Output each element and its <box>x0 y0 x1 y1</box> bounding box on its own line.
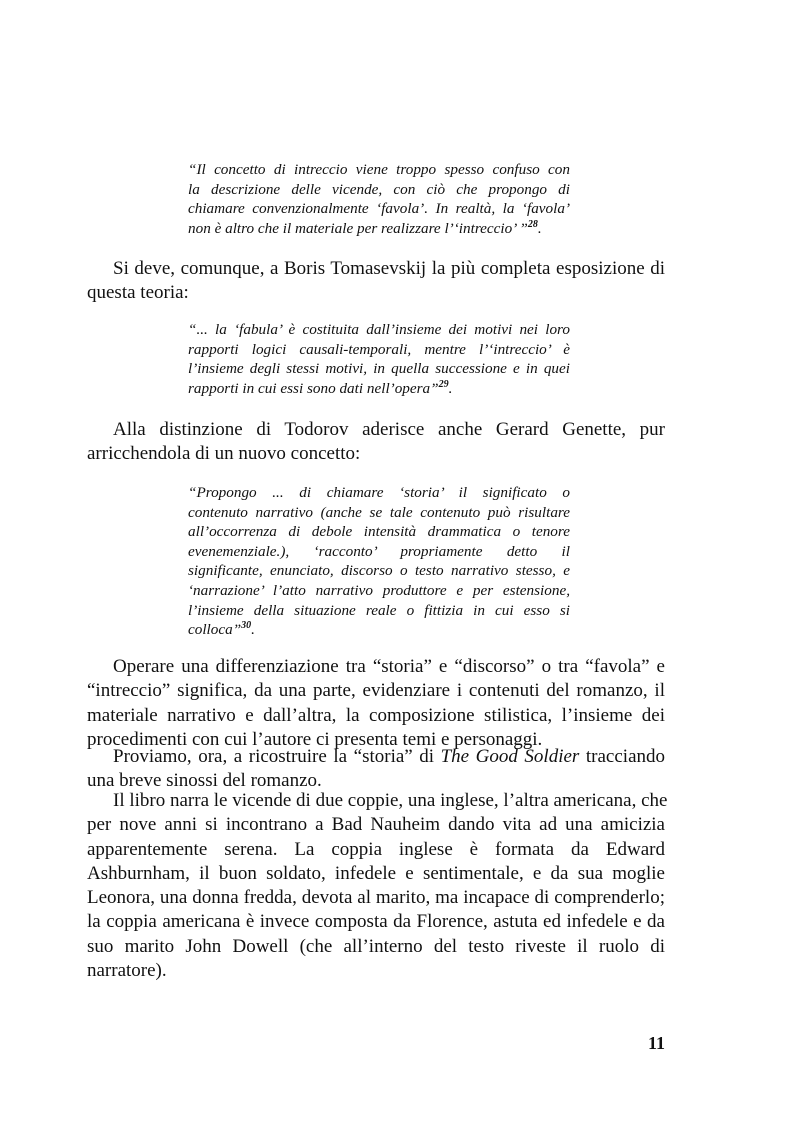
page-number: 11 <box>647 1033 665 1053</box>
paragraph-line: Proviamo, ora, a ricostruire la “storia” di The Good Soldier tracciando <box>113 746 665 767</box>
quote-line: chiamare convenzionalmente ‘favola’. In realtà, la ‘favola’ <box>188 200 570 218</box>
quote-line: rapporti logici causali-temporali, mentre l’‘intreccio’ è <box>188 340 570 358</box>
quote-line: non è altro che il materiale per realizzare l’‘intreccio’ ”$^{28}$. <box>188 218 542 237</box>
paragraph-line: per nove anni si incontrano a Bad Nauheim dando vita ad una amicizia <box>87 814 665 836</box>
paragraph-line: narratore). <box>87 960 167 982</box>
paragraph-line: Ashburnham, il buon soldato, infedele e sentimentale, e da sua moglie <box>87 862 665 884</box>
quote-line: colloca”$^{30}$. <box>188 620 255 639</box>
paragraph-line: apparentemente serena. La coppia inglese è formata da Edward <box>87 838 665 860</box>
book-title: The Good Soldier <box>440 746 580 767</box>
paragraph-tomasevskij <box>87 257 665 306</box>
quote-line: l’insieme degli stessi motivi, in quella successione e in quei <box>188 360 570 378</box>
paragraph-line: Alla distinzione di Todorov aderisce anche Gerard Genette, pur <box>113 419 665 440</box>
paragraph-line: “intreccio” significa, da una parte, evidenziare i contenuti del romanzo, il <box>87 680 665 702</box>
quote-line: evenemenziale.), ‘racconto’ propriamente detto il <box>188 542 570 560</box>
paragraph-line: arricchendola di un nuovo concetto: <box>87 443 361 465</box>
paragraph-line: Leonora, una donna fredda, devota al marito, ma incapace di comprenderlo; <box>87 887 665 909</box>
block-quote-intreccio <box>188 160 570 238</box>
quote-line: “... la ‘fabula’ è costituita dall’insieme dei motivi nei loro <box>188 321 570 338</box>
quote-line: all’occorrenza di debole intensità drammatica o tenore <box>188 523 570 541</box>
paragraph-genette <box>87 418 665 467</box>
quote-line: “Il concetto di intreccio viene troppo spesso confuso con <box>188 161 570 178</box>
paragraph-line: Operare una differenziazione tra “storia” e “discorso” o tra “favola” e <box>113 656 665 677</box>
quote-line: la descrizione delle vicende, con ciò che propongo di <box>188 180 570 198</box>
block-quote-storia <box>188 483 570 640</box>
paragraph-line: materiale narrativo e dall’altra, la composizione stilistica, l’insieme dei <box>87 704 665 726</box>
quote-line: ‘narrazione’ l’atto narrativo produttore e per estensione, <box>188 581 570 599</box>
paragraph-line: suo marito John Dowell (che all’interno del testo riveste il ruolo di <box>87 935 665 957</box>
block-quote-fabula <box>188 320 570 398</box>
footnote-ref: 29 <box>438 378 449 390</box>
quote-line: significante, enunciato, discorso o testo narrativo stesso, e <box>188 562 570 580</box>
paragraph-line: una breve sinossi del romanzo. <box>87 770 322 792</box>
quote-line: rapporti in cui essi sono dati nell’opera”$^{29}$. <box>188 378 453 397</box>
quote-line: “Propongo ... di chiamare ‘storia’ il significato o <box>188 484 570 501</box>
paragraph-line: Si deve, comunque, a Boris Tomasevskij la più completa esposizione di <box>113 258 665 279</box>
paragraph-differenziazione <box>87 655 665 752</box>
paragraph-line: Il libro narra le vicende di due coppie, una inglese, l’altra americana, che <box>113 790 668 811</box>
paragraph-trama <box>87 789 668 983</box>
footnote-ref: 28 <box>527 218 538 230</box>
paragraph-sinossi <box>87 745 665 794</box>
footnote-ref: 30 <box>241 620 252 632</box>
paragraph-line: procedimenti con cui l’autore ci presenta temi e personaggi. <box>87 728 543 750</box>
paragraph-line: questa teoria: <box>87 282 189 304</box>
paragraph-line: la coppia americana è invece composta da Florence, astuta ed infedele e da <box>87 911 665 933</box>
quote-line: l’insieme della situazione reale o fittizia in cui esso si <box>188 601 570 619</box>
quote-line: contenuto narrativo (anche se tale contenuto può risultare <box>188 503 570 521</box>
